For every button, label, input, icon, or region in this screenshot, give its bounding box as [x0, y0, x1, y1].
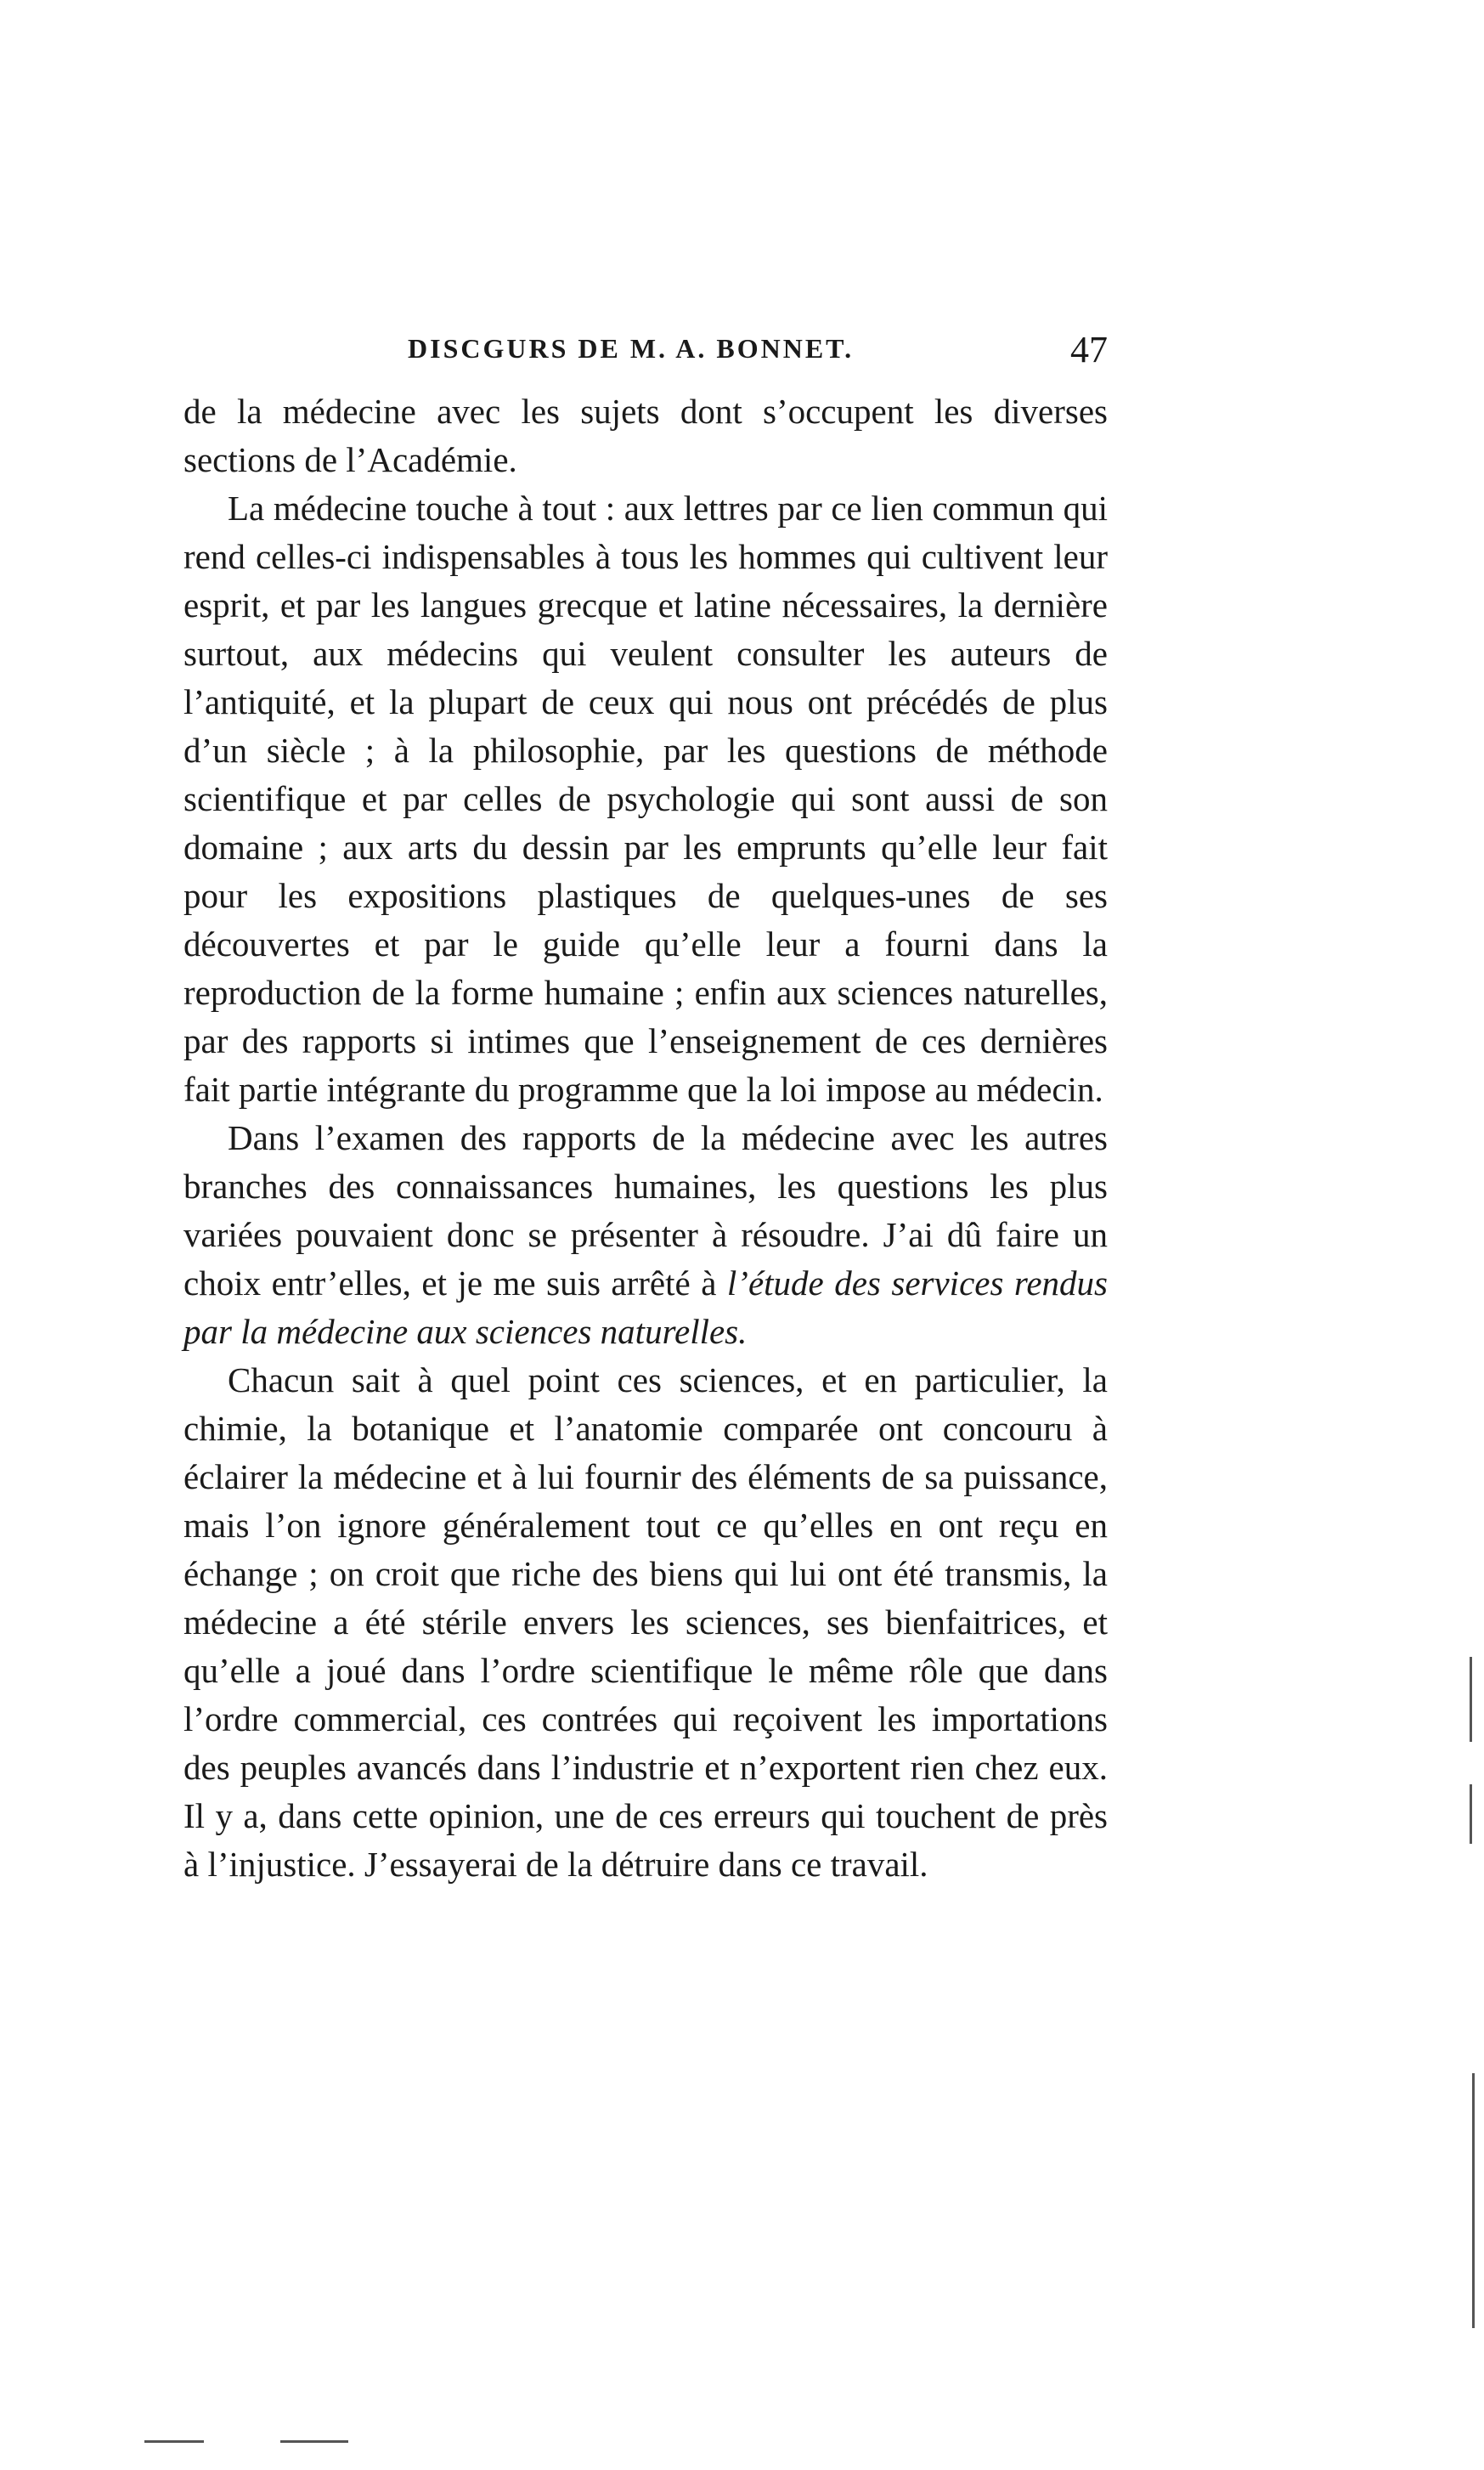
running-head: DISCGURS DE M. A. BONNET. — [408, 333, 855, 364]
scan-artifact-mark — [1470, 1784, 1472, 1844]
paragraph-4: Chacun sait à quel point ces sciences, et en particulier, la chimie, la botanique et l’anatomie comparée ont concouru à éclairer la médecine et à lui fournir des éléments de sa puissance, mais l’on ignore généralement tout ce qu’elles en ont reçu en échange ; on croit que riche des biens qui lui ont été transmis, la médecine a été stérile envers les sciences, ses bienfaitrices, et qu’elle a joué dans l’ordre scientifique le même rôle que dans l’ordre commercial, ces contrées qui reçoivent les importations des peuples avancés dans l’industrie et n’exportent rien chez eux. Il y a, dans cette opinion, une de ces erreurs qui touchent de près à l’injustice. J’essayerai de la détruire dans ce travail. — [183, 1360, 1108, 1884]
scan-artifact-mark — [144, 2440, 204, 2443]
paragraph-3-emphasis: l’étude des services rendus par la médecine aux sciences naturelles. — [183, 1263, 1109, 1351]
paragraph-1: de la médecine avec les sujets dont s’occupent les diverses sections de l’Académie. — [183, 392, 1108, 479]
paragraph-3 — [183, 1114, 1108, 1356]
scan-artifact-mark — [1470, 1657, 1472, 1742]
paragraph-3-text: Dans l’examen des rapports de la médecine avec les autres branches des connaissances humaines, les questions les plus variées pouvaient donc se présenter à résoudre. J’ai dû faire un choix entr’elles, et je me suis arrêté à — [183, 1118, 1108, 1303]
page-header — [178, 329, 1108, 384]
scan-artifact-mark — [280, 2440, 348, 2443]
paragraph-2: La médecine touche à tout : aux lettres par ce lien commun qui rend celles-ci indispensables à tous les hommes qui cultivent leur esprit, et par les langues grecque et latine nécessaires, la dernière surtout, aux médecins qui veulent consulter les auteurs de l’antiquité, et la plupart de ceux qui nous ont précédés de plus d’un siècle ; à la philosophie, par les questions de méthode scientifique et par celles de psychologie qui sont aussi de son domaine ; aux arts du dessin par les emprunts qu’elle leur fait pour les expositions plastiques de quelques-unes de ses découvertes et par le guide qu’elle leur a fourni dans la reproduction de la forme humaine ; enfin aux sciences naturelles, par des rapports si intimes que l’enseignement de ces dernières fait partie intégrante du programme que la loi impose au médecin. — [183, 489, 1108, 1109]
body-text — [183, 387, 1108, 1889]
scan-artifact-mark — [1472, 2073, 1475, 2328]
page-number: 47 — [1070, 329, 1108, 370]
